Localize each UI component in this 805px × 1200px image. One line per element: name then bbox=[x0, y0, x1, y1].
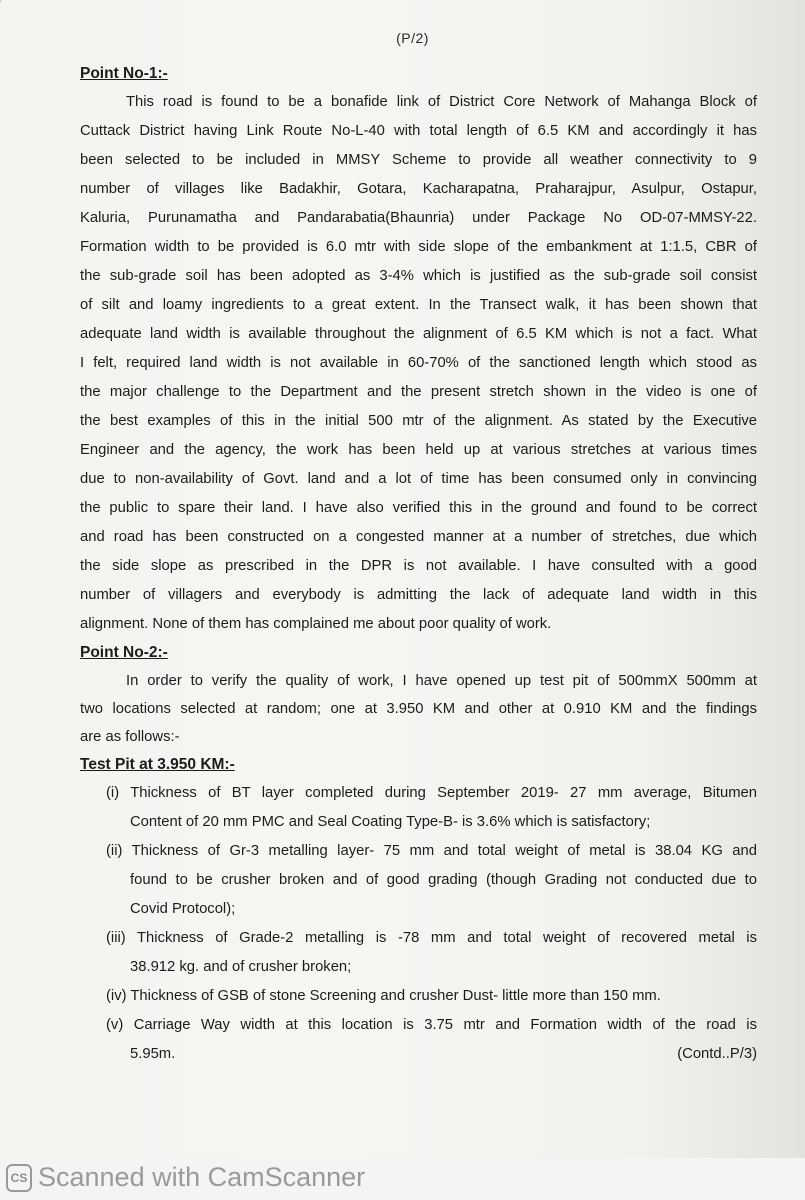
text-line: adequate land width is available throughout the alignment of 6.5 KM which is not a fact. What bbox=[80, 326, 757, 342]
text-line: are as follows:- bbox=[80, 729, 180, 745]
test-pit-heading: Test Pit at 3.950 KM:- bbox=[80, 756, 235, 773]
text-line: and road has been constructed on a congested manner at a number of stretches, due which bbox=[80, 529, 757, 545]
list-item-text: (ii) Thickness of Gr-3 metalling layer- 75 mm and total weight of metal is 38.04 KG and bbox=[106, 843, 757, 859]
camscanner-logo-icon: CS bbox=[6, 1164, 32, 1192]
list-item-text: (i) Thickness of BT layer completed during September 2019- 27 mm average, Bitumen bbox=[106, 785, 757, 801]
text-line: the major challenge to the Department and the present stretch shown in the video is one of bbox=[80, 384, 757, 400]
point2-paragraph bbox=[80, 667, 757, 751]
list-item-text: Covid Protocol); bbox=[130, 901, 236, 917]
list-item bbox=[106, 982, 757, 1011]
list-item-text: (v) Carriage Way width at this location is 3.75 mtr and Formation width of the road is bbox=[106, 1017, 757, 1033]
text-line: number of villages like Badakhir, Gotara, Kacharapatna, Praharajpur, Asulpur, Ostapur, bbox=[80, 181, 757, 197]
list-item-text: 5.95m. bbox=[130, 1046, 176, 1062]
text-line: due to non-availability of Govt. land and a lot of time has been consumed only in convincing bbox=[80, 471, 757, 487]
continued-note: (Contd..P/3) bbox=[677, 1046, 757, 1062]
text-line: the side slope as prescribed in the DPR is not available. I have consulted with a good bbox=[80, 558, 757, 574]
list-item-line bbox=[106, 953, 757, 982]
text-line: been selected to be included in MMSY Scheme to provide all weather connectivity to 9 bbox=[80, 152, 757, 168]
text-line: Cuttack District having Link Route No-L-40 with total length of 6.5 KM and accordingly it has bbox=[80, 123, 757, 139]
camscanner-watermark bbox=[0, 1158, 805, 1200]
text-line: the public to spare their land. I have also verified this in the ground and found to be correct bbox=[80, 500, 757, 516]
list-item bbox=[106, 837, 757, 924]
list-item bbox=[106, 924, 757, 982]
list-item-line bbox=[106, 1040, 757, 1069]
text-line: I felt, required land width is not available in 60-70% of the sanctioned length which stood as bbox=[80, 355, 757, 371]
document-body bbox=[80, 60, 757, 1069]
list-item-text: Content of 20 mm PMC and Seal Coating Type-B- is 3.6% which is satisfactory; bbox=[130, 814, 651, 830]
text-line: two locations selected at random; one at 3.950 KM and other at 0.910 KM and the findings bbox=[80, 701, 757, 717]
text-line: Formation width to be provided is 6.0 mtr with side slope of the embankment at 1:1.5, CBR of bbox=[80, 239, 757, 255]
list-item bbox=[106, 779, 757, 837]
text-line: number of villagers and everybody is admitting the lack of adequate land width in this bbox=[80, 587, 757, 603]
paper-fold-line bbox=[0, 0, 12, 122]
text-line: the sub-grade soil has been adopted as 3-4% which is justified as the sub-grade soil consist bbox=[80, 268, 757, 284]
text-line: Kaluria, Purunamatha and Pandarabatia(Bhaunria) under Package No OD-07-MMSY-22. bbox=[80, 210, 757, 226]
text-line: This road is found to be a bonafide link of District Core Network of Mahanga Block of bbox=[126, 94, 757, 110]
text-line: of silt and loamy ingredients to a great extent. In the Transect walk, it has been shown that bbox=[80, 297, 757, 313]
text-line: Engineer and the agency, the work has been held up at various stretches at various times bbox=[80, 442, 757, 458]
list-item-line bbox=[106, 1011, 757, 1040]
list-item-line bbox=[106, 808, 757, 837]
list-item-text: (iii) Thickness of Grade-2 metalling is -78 mm and total weight of recovered metal is bbox=[106, 930, 757, 946]
page-number: (P/2) bbox=[396, 30, 429, 46]
point1-paragraph bbox=[80, 88, 757, 639]
test-pit-findings-list bbox=[106, 779, 757, 1069]
list-item-text: (iv) Thickness of GSB of stone Screening and crusher Dust- little more than 150 mm. bbox=[106, 988, 661, 1004]
list-item-line bbox=[106, 866, 757, 895]
scanner-text: Scanned with CamScanner bbox=[38, 1162, 366, 1192]
point1-heading: Point No-1:- bbox=[80, 65, 168, 82]
text-line: In order to verify the quality of work, I have opened up test pit of 500mmX 500mm at bbox=[126, 673, 757, 689]
text-line: alignment. None of them has complained me about poor quality of work. bbox=[80, 616, 552, 632]
list-item-text: 38.912 kg. and of crusher broken; bbox=[130, 959, 352, 975]
list-item-line bbox=[106, 837, 757, 866]
text-line: the best examples of this in the initial 500 mtr of the alignment. As stated by the Executive bbox=[80, 413, 757, 429]
list-item-line bbox=[106, 895, 757, 924]
list-item-line bbox=[106, 779, 757, 808]
list-item bbox=[106, 1011, 757, 1069]
list-item-line bbox=[106, 982, 757, 1011]
point2-heading: Point No-2:- bbox=[80, 644, 168, 661]
list-item-text: found to be crusher broken and of good grading (though Grading not conducted due to bbox=[130, 872, 757, 888]
list-item-line bbox=[106, 924, 757, 953]
